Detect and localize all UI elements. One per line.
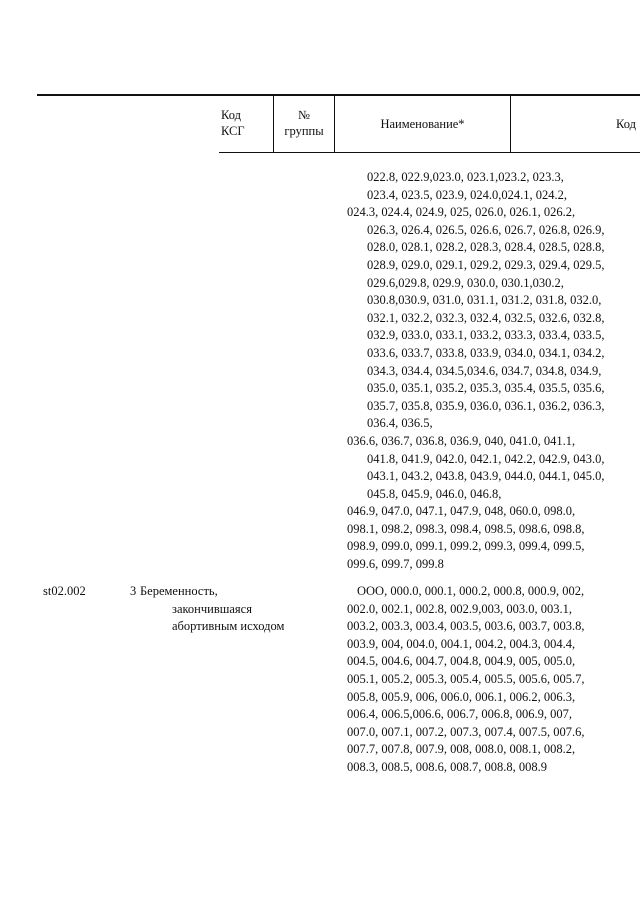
code-line: 007.0, 007.1, 007.2, 007.3, 007.4, 007.5, 007.6, [347, 724, 585, 739]
code-line: 043.1, 043.2, 043.8, 043.9, 044.0, 044.1, 045.0, [367, 469, 605, 484]
code-line: 005.8, 005.9, 006, 006.0, 006.1, 006.2, 006.3, [347, 689, 576, 704]
row-name-line: абортивным исходом [172, 619, 285, 634]
code-line: 028.9, 029.0, 029.1, 029.2, 029.3, 029.4, 029.5, [367, 257, 605, 272]
code-line: 004.5, 004.6, 004.7, 004.8, 004.9, 005, 005.0, [347, 654, 576, 669]
code-line: 041.8, 041.9, 042.0, 042.1, 042.2, 042.9, 043.0, [367, 451, 605, 466]
code-line: 035.7, 035.8, 035.9, 036.0, 036.1, 036.2, 036.3, [367, 398, 605, 413]
code-line: 006.4, 006.5,006.6, 006.7, 006.8, 006.9, 007, [347, 707, 572, 722]
top-rule [37, 94, 640, 96]
column-divider [510, 96, 511, 152]
code-line: 022.8, 022.9,023.0, 023.1,023.2, 023.3, [367, 170, 564, 184]
code-line: 045.8, 045.9, 046.0, 046.8, [367, 486, 502, 501]
code-line: 029.6,029.8, 029.9, 030.0, 030.1,030.2, [367, 275, 564, 290]
code-line: 032.9, 033.0, 033.1, 033.2, 033.3, 033.4, 033.5, [367, 328, 605, 343]
code-line: 023.4, 023.5, 023.9, 024.0,024.1, 024.2, [367, 187, 567, 202]
code-line: 099.6, 099.7, 099.8 [347, 557, 444, 572]
row-name-line: Беременность, [140, 584, 218, 598]
header-bottom-rule [219, 152, 640, 153]
code-line: 007.7, 007.8, 007.9, 008, 008.0, 008.1, 008.2, [347, 742, 576, 757]
code-line: 046.9, 047.0, 047.1, 047.9, 048, 060.0, 098.0, [347, 504, 576, 519]
code-line: 098.1, 098.2, 098.3, 098.4, 098.5, 098.6, 098.8, [347, 521, 585, 536]
code-line: ООО, 000.0, 000.1, 000.2, 000.8, 000.9, 002, [357, 584, 585, 598]
code-line: 036.6, 036.7, 036.8, 036.9, 040, 041.0, 041.1, [347, 433, 576, 448]
header-group-no-line2: группы [284, 124, 324, 138]
code-line: 002.0, 002.1, 002.8, 002.9,003, 003.0, 003.1, [347, 601, 572, 616]
code-line: 028.0, 028.1, 028.2, 028.3, 028.4, 028.5, 028.8, [367, 240, 605, 255]
row-group-no: 3 [130, 584, 137, 598]
code-line: 030.8,030.9, 031.0, 031.1, 031.2, 031.8, 032.0, [367, 293, 602, 308]
code-line: 003.2, 003.3, 003.4, 003.5, 003.6, 003.7, 003.8, [347, 619, 585, 634]
header-code: Код [616, 117, 636, 131]
row-ksg-code: st02.002 [43, 584, 86, 598]
continuation-code-list [347, 169, 640, 574]
header-group-no-line1: № [298, 108, 310, 122]
code-line: 024.3, 024.4, 024.9, 025, 026.0, 026.1, 026.2, [347, 205, 576, 220]
code-line: 026.3, 026.4, 026.5, 026.6, 026.7, 026.8, 026.9, [367, 222, 605, 237]
header-name: Наименование* [380, 117, 465, 131]
code-line: 036.4, 036.5, [367, 416, 433, 431]
code-line: 033.6, 033.7, 033.8, 033.9, 034.0, 034.1, 034.2, [367, 345, 605, 360]
header-ksg-code-line2: КСГ [221, 124, 245, 138]
code-line: 005.1, 005.2, 005.3, 005.4, 005.5, 005.6, 005.7, [347, 671, 585, 686]
code-line: 034.3, 034.4, 034.5,034.6, 034.7, 034.8, 034.9, [367, 363, 602, 378]
row-code-list [347, 583, 640, 777]
code-line: 008.3, 008.5, 008.6, 008.7, 008.8, 008.9 [347, 759, 547, 774]
code-line: 098.9, 099.0, 099.1, 099.2, 099.3, 099.4, 099.5, [347, 539, 585, 554]
header-ksg-code-line1: Код [221, 108, 241, 122]
code-line: 032.1, 032.2, 032.3, 032.4, 032.5, 032.6, 032.8, [367, 310, 605, 325]
header-group-no [274, 107, 334, 139]
row-name [140, 583, 284, 636]
code-line: 035.0, 035.1, 035.2, 035.3, 035.4, 035.5, 035.6, [367, 381, 605, 396]
code-line: 003.9, 004, 004.0, 004.1, 004.2, 004.3, 004.4, [347, 636, 576, 651]
row-name-line: закончившаяся [172, 601, 252, 616]
header-ksg-code [221, 107, 245, 139]
